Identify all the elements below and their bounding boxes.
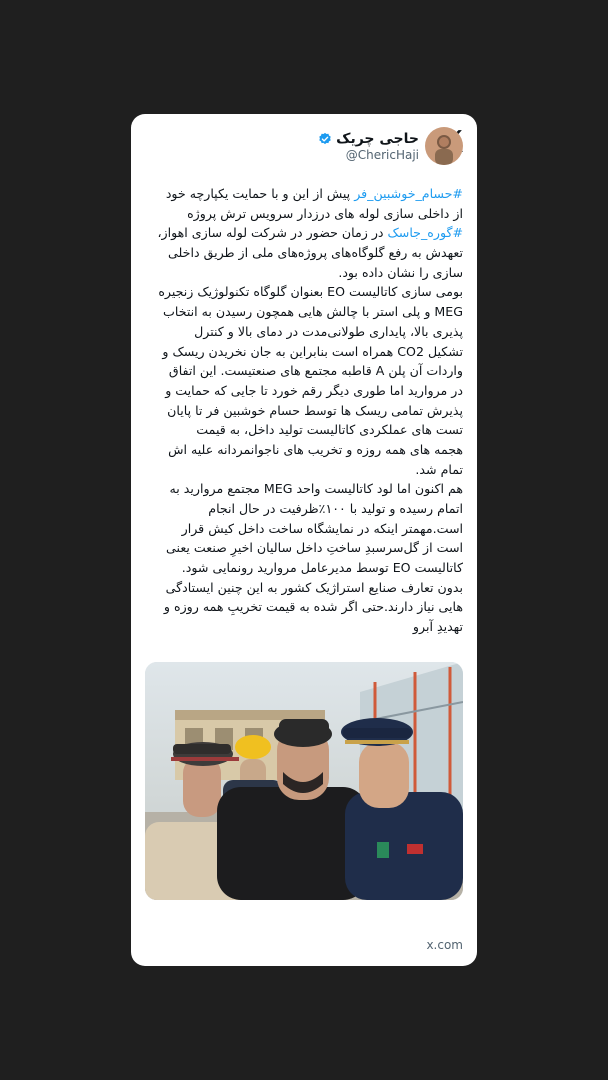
tweet-text-segment: در زمان حضور در شرکت لوله سازی اهواز،	[157, 225, 388, 241]
tweet-text	[145, 184, 463, 637]
tweet-text-line	[145, 223, 463, 243]
source-domain-link[interactable]: x.com	[426, 938, 463, 952]
tweet-text-segment: تعهدش به رفع گلوگاه‌های پروژه‌های ملی از طریق داخلی	[168, 245, 463, 261]
handle[interactable]: @ChericHaji	[345, 147, 419, 162]
tweet-text-segment: در مروارید اما طوری دیگر رقم خورد تا جایی که حمایت و	[165, 382, 463, 398]
tweet-text-segment: تهدیدِ آبرو	[412, 619, 463, 635]
tweet-media-photo[interactable]	[145, 662, 463, 900]
tweet-card[interactable]	[131, 114, 477, 966]
display-name[interactable]: حاجی چریک	[336, 130, 419, 147]
verified-badge-icon	[318, 132, 332, 146]
hashtag-link[interactable]: #حسام_خوشبین_فر	[354, 186, 463, 201]
tweet-text-segment: است از گل‌سرسبدِ ساختِ داخل سالیان اخیرِ صنعت یعنی	[166, 540, 463, 556]
tweet-text-line	[145, 184, 463, 204]
tweet-text-line	[145, 263, 463, 283]
tweet-text-line	[145, 617, 463, 637]
tweet-text-line	[145, 302, 463, 322]
tweet-text-segment: بومی سازی کاتالیست EO بعنوان گلوگاه تکنولوژیک زنجیره	[158, 284, 463, 300]
tweet-text-segment: هم اکنون اما لود کاتالیست واحد MEG مجتمع مروارید به	[169, 481, 463, 497]
tweet-text-segment: است.مهمتر اینکه در نمایشگاه ساخت داخل کیش قرار	[181, 520, 463, 536]
tweet-text-line	[145, 342, 463, 362]
avatar[interactable]	[425, 127, 463, 165]
tweet-text-segment: تمام شد.	[415, 461, 463, 477]
tweet-text-segment: هایی نیاز دارند.حتی اگر شده به قیمت تخریبِ همه روزه و	[163, 599, 463, 615]
tweet-text-line	[145, 538, 463, 558]
tweet-text-line	[145, 204, 463, 224]
tweet-text-segment: هجمه های همه روزه و تخریب های ناجوانمردانه علیه اش	[168, 441, 463, 457]
tweet-text-line	[145, 578, 463, 598]
tweet-text-line	[145, 558, 463, 578]
tweet-text-line	[145, 440, 463, 460]
tweet-text-segment: سازی را نشان داده بود.	[338, 264, 463, 280]
tweet-text-segment: پذیرش تمامی ریسک ها توسط حسام خوشبین فر تا پایان	[167, 402, 463, 418]
tweet-text-line	[145, 381, 463, 401]
tweet-text-segment: اتمام رسیده و تولید با ۱۰۰٪ظرفیت در حال انجام	[208, 501, 463, 516]
tweet-text-line	[145, 322, 463, 342]
tweet-text-line	[145, 460, 463, 480]
tweet-text-segment: پیش از این و با حمایت یکپارچه خود	[165, 186, 355, 201]
tweet-text-line	[145, 597, 463, 617]
hashtag-link[interactable]: #گوره_جاسک	[387, 225, 463, 241]
tweet-text-line	[145, 519, 463, 539]
tweet-text-segment: تست های عملکردی کاتالیست تولید داخل، به قیمت	[196, 422, 463, 438]
tweet-text-segment: کاتالیست EO توسط مدیرعامل مروارید رونمایی شود.	[181, 560, 463, 576]
tweet-text-segment: تشکیل CO2 همراه است بنابراین به جان نخریدن ریسک و	[162, 343, 463, 359]
tweet-text-line	[145, 479, 463, 499]
tweet-text-line	[145, 361, 463, 381]
tweet-text-line	[145, 499, 463, 519]
tweet-text-segment: پذیری بالا، پایداری طولانی‌مدت در دمای بالا و کنترل	[194, 323, 463, 339]
tweet-author[interactable]	[318, 127, 463, 165]
tweet-text-line	[145, 282, 463, 302]
tweet-text-segment: MEG و پلی استر با چالش هایی همچون رسیدن به انتخاب	[163, 304, 463, 320]
tweet-text-segment: واردات آن پلن A قاطبه مجتمع های صنعتیست. این اتفاق	[168, 363, 463, 379]
tweet-text-line	[145, 243, 463, 263]
tweet-text-segment: از داخلی سازی لوله های درزدار سرویس ترش پروژه	[187, 205, 463, 221]
tweet-text-line	[145, 420, 463, 440]
tweet-text-line	[145, 401, 463, 421]
tweet-text-segment: بدون تعارف صنایع استراژیک کشور به این چنین ایستادگی	[165, 579, 463, 595]
